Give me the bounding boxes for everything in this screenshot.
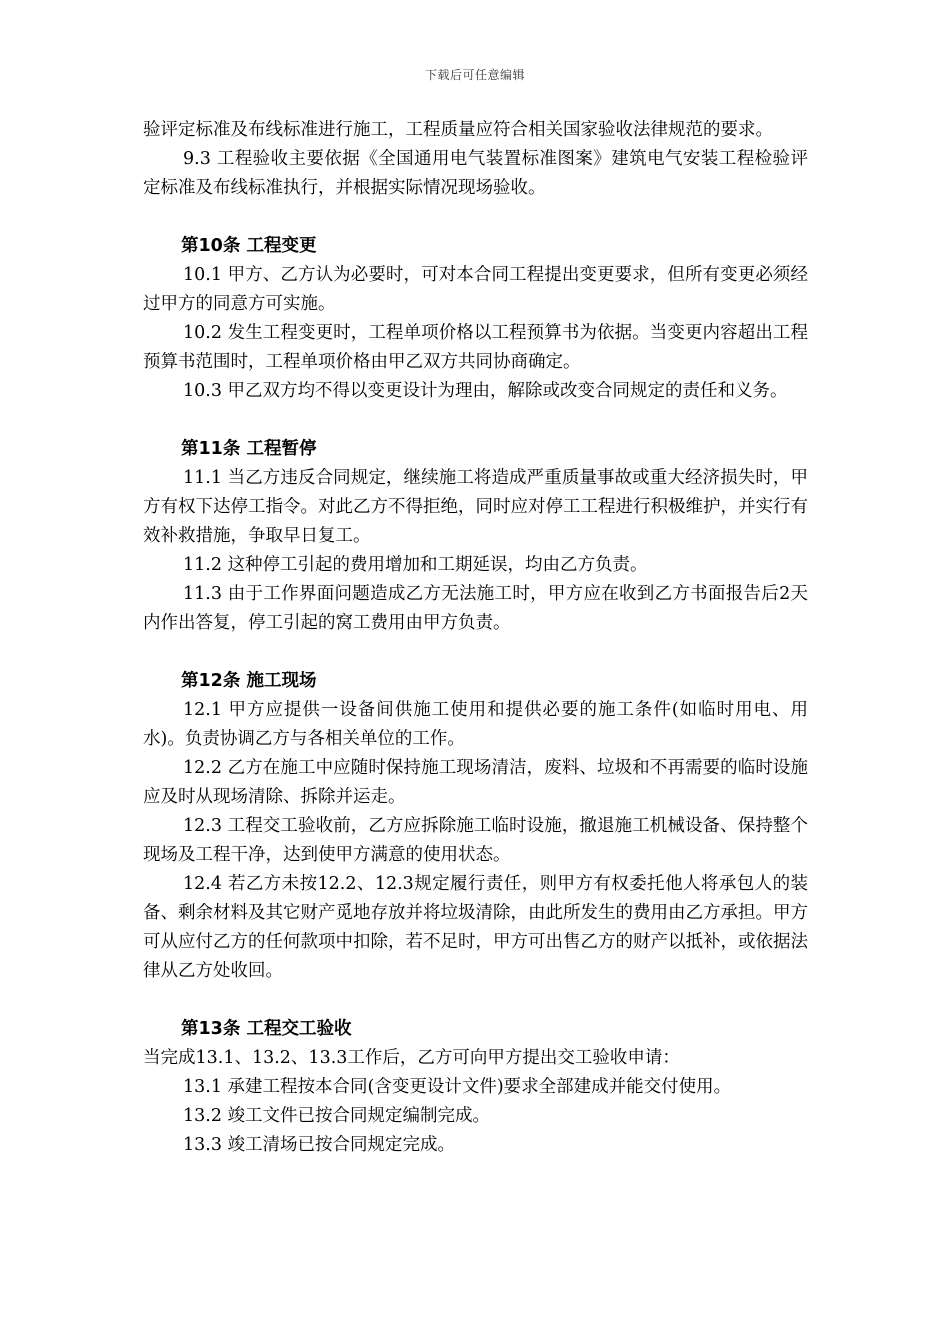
section-heading: 第13条 工程交工验收 <box>181 1019 352 1039</box>
paragraph: 13.3 竣工清场已按合同规定完成。 <box>183 1135 456 1155</box>
paragraph: 9.3 工程验收主要依据《全国通用电气装置标准图案》建筑电气安装工程检验评定标准及布线标准执行，并根据实际情况现场验收。 <box>143 149 808 198</box>
paragraph: 10.3 甲乙双方均不得以变更设计为理由，解除或改变合同规定的责任和义务。 <box>183 381 788 401</box>
paragraph: 12.3 工程交工验收前，乙方应拆除施工临时设施，撤退施工机械设备、保持整个现场及工程干净，达到使甲方满意的使用状态。 <box>143 816 808 865</box>
section-heading: 第10条 工程变更 <box>181 236 317 256</box>
paragraph: 当完成13.1、13.2、13.3工作后，乙方可向甲方提出交工验收申请： <box>143 1048 680 1068</box>
paragraph: 10.2 发生工程变更时，工程单项价格以工程预算书为依据。当变更内容超出工程预算书范围时，工程单项价格由甲乙双方共同协商确定。 <box>143 323 808 372</box>
document-body <box>143 116 808 1160</box>
section-gap <box>143 203 808 232</box>
section-gap <box>143 406 808 435</box>
section-gap <box>143 638 808 667</box>
paragraph: 11.2 这种停工引起的费用增加和工期延误，均由乙方负责。 <box>183 555 648 575</box>
paragraph: 11.1 当乙方违反合同规定，继续施工将造成严重质量事故或重大经济损失时，甲方有权下达停工指令。对此乙方不得拒绝，同时应对停工工程进行积极维护，并实行有效补救措施，争取早日复工。 <box>143 468 808 546</box>
paragraph: 验评定标准及布线标准进行施工，工程质量应符合相关国家验收法律规范的要求。 <box>143 120 773 140</box>
paragraph: 12.2 乙方在施工中应随时保持施工现场清洁，废料、垃圾和不再需要的临时设施应及时从现场清除、拆除并运走。 <box>143 758 808 807</box>
paragraph: 13.1 承建工程按本合同(含变更设计文件)要求全部建成并能交付使用。 <box>183 1077 732 1097</box>
paragraph: 12.1 甲方应提供一设备间供施工使用和提供必要的施工条件(如临时用电、用水)。负责协调乙方与各相关单位的工作。 <box>143 700 808 749</box>
section-gap <box>143 986 808 1015</box>
section-heading: 第12条 施工现场 <box>181 671 317 691</box>
paragraph: 12.4 若乙方未按12.2、12.3规定履行责任，则甲方有权委托他人将承包人的装备、剩余材料及其它财产觅地存放并将垃圾清除，由此所发生的费用由乙方承担。甲方可从应付乙方的任何款项中扣除，若不足时，甲方可出售乙方的财产以抵补，或依据法律从乙方处收回。 <box>143 874 808 981</box>
page-header: 下载后可任意编辑 <box>424 68 525 82</box>
paragraph: 13.2 竣工文件已按合同规定编制完成。 <box>183 1106 491 1126</box>
paragraph: 10.1 甲方、乙方认为必要时，可对本合同工程提出变更要求，但所有变更必须经过甲方的同意方可实施。 <box>143 265 808 314</box>
paragraph: 11.3 由于工作界面问题造成乙方无法施工时，甲方应在收到乙方书面报告后2天内作出答复，停工引起的窝工费用由甲方负责。 <box>143 584 808 633</box>
section-heading: 第11条 工程暂停 <box>181 439 317 459</box>
